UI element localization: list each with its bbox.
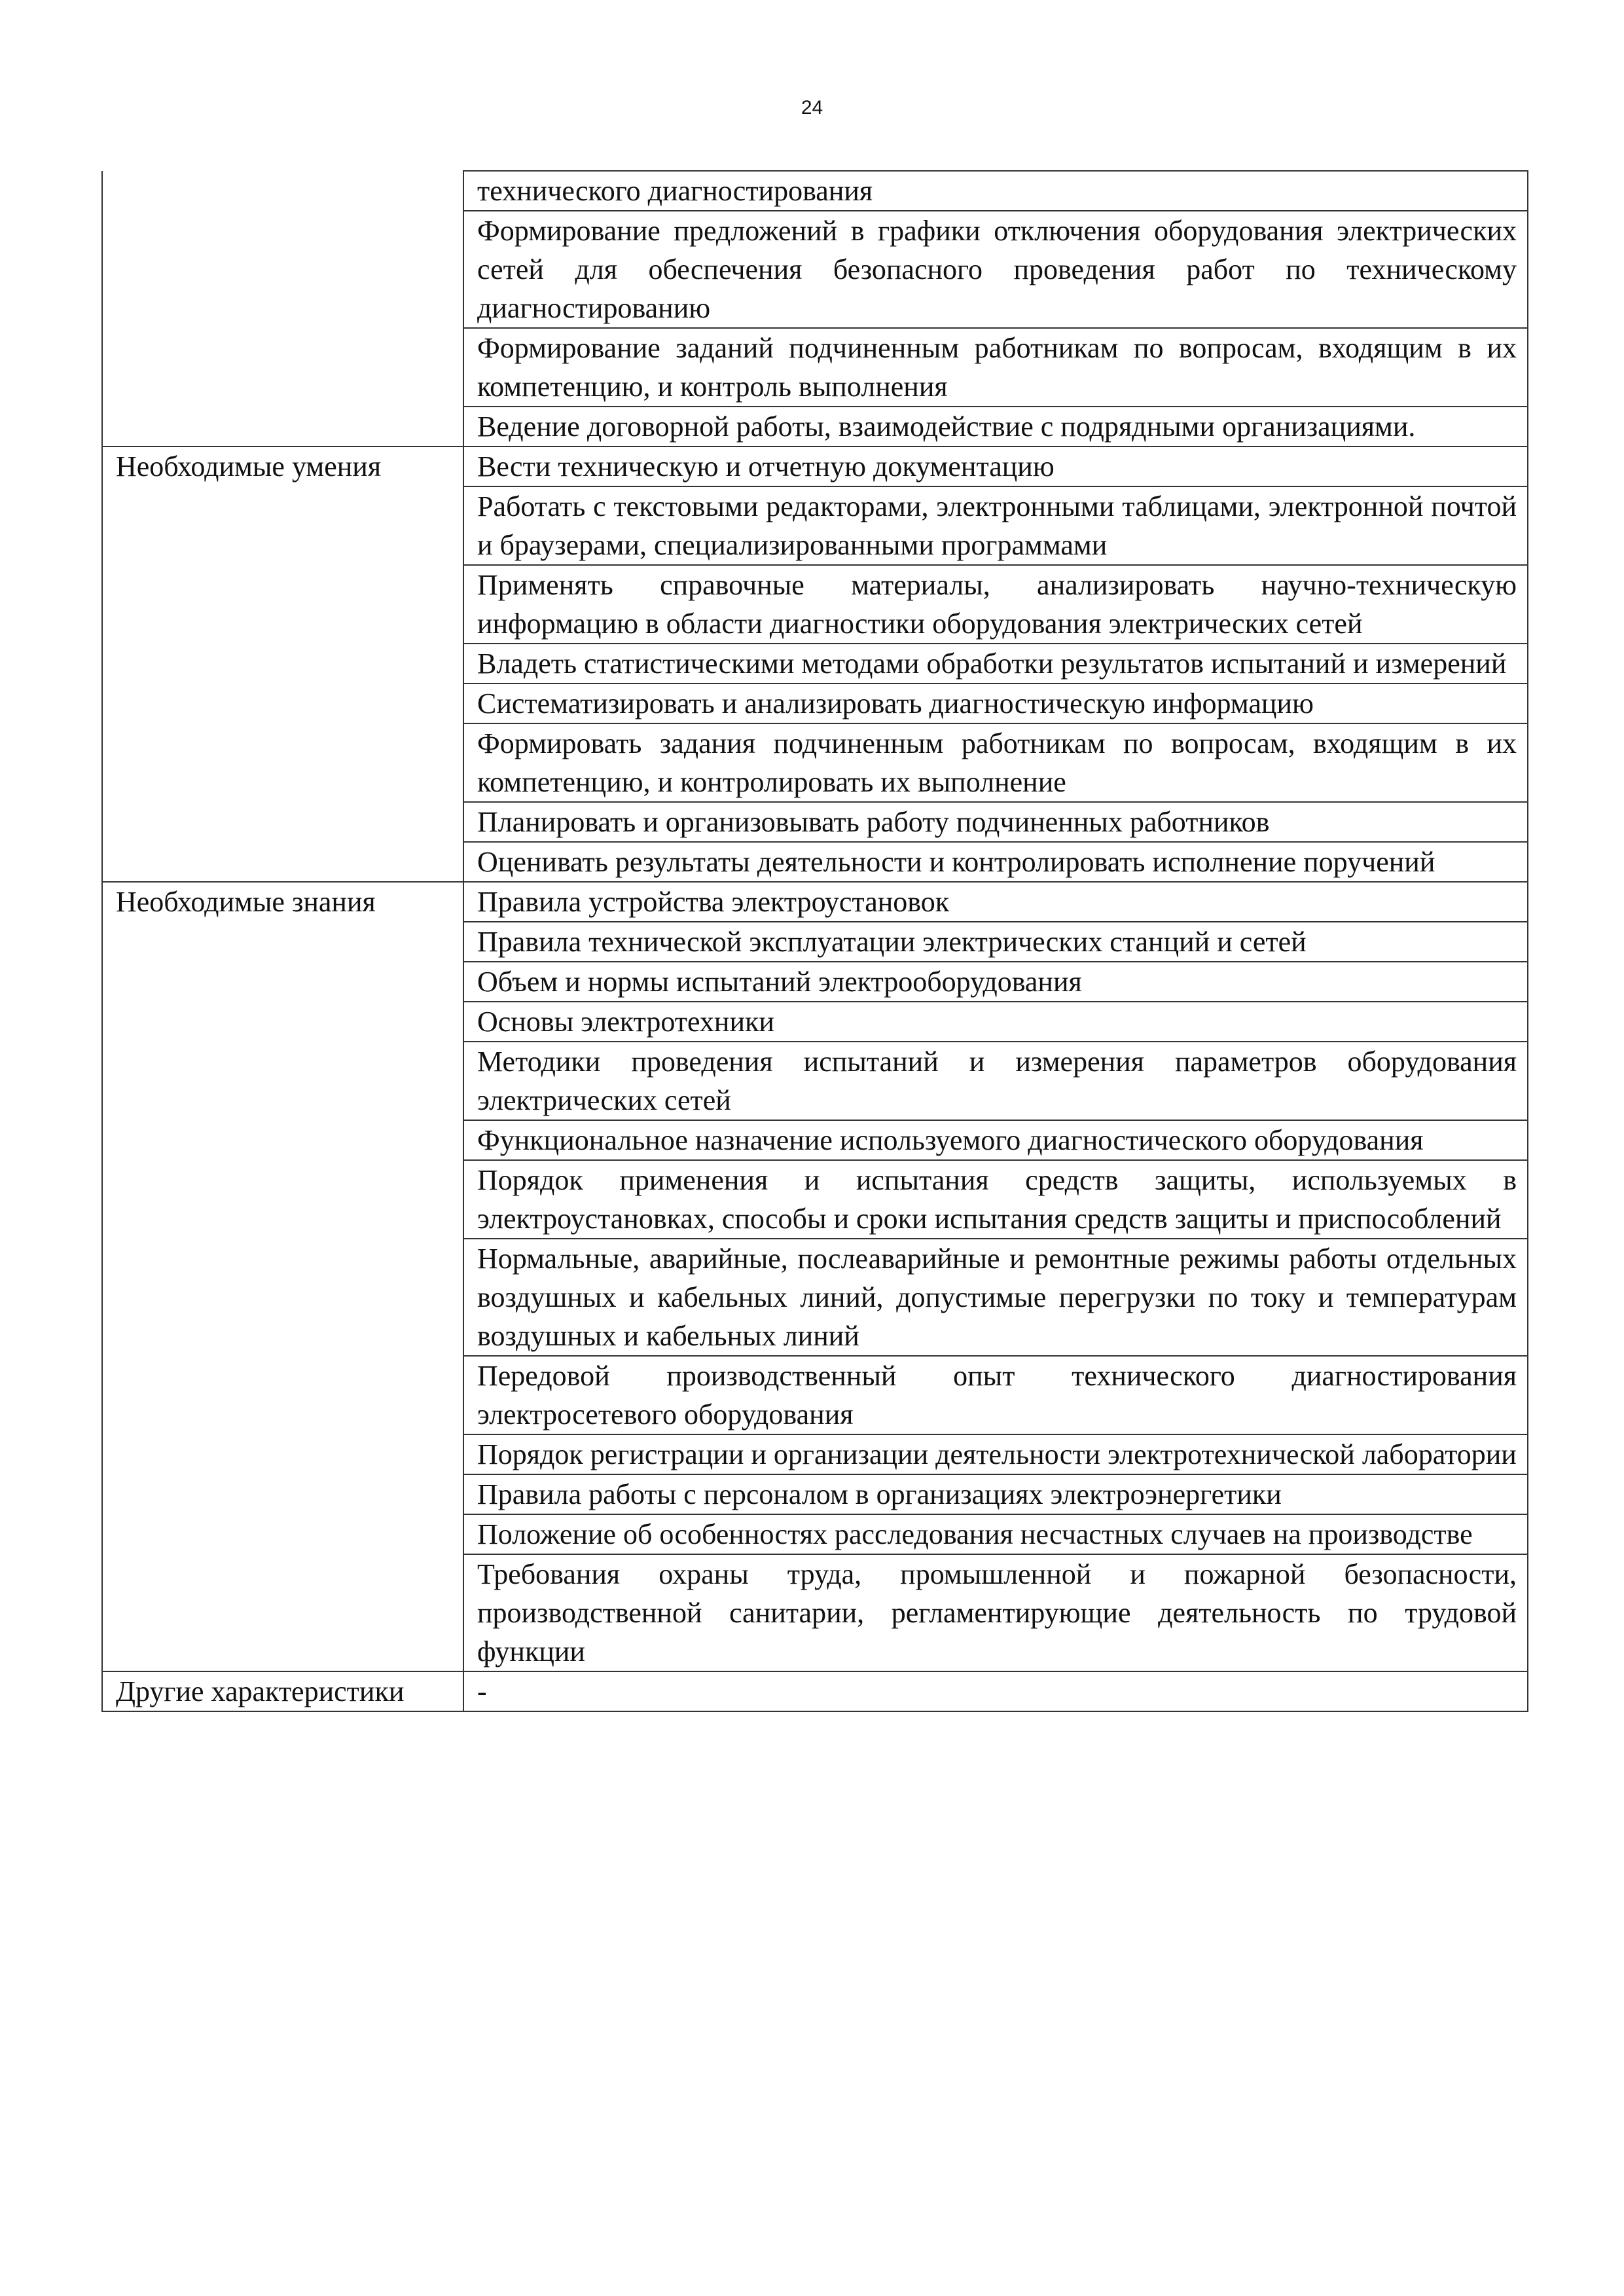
requirement-item: Формировать задания подчиненным работникам по вопросам, входящим в их компетенцию, и контролировать их выполнение — [463, 723, 1528, 802]
requirement-item: Правила устройства электроустановок — [463, 882, 1528, 922]
requirement-item: Положение об особенностях расследования несчастных случаев на производстве — [463, 1514, 1528, 1554]
requirement-item: Систематизировать и анализировать диагностическую информацию — [463, 683, 1528, 723]
requirement-item: Функциональное назначение используемого диагностического оборудования — [463, 1120, 1528, 1160]
section-label: Другие характеристики — [102, 1671, 463, 1711]
requirement-item: Порядок применения и испытания средств защиты, используемых в электроустановках, способы и сроки испытания средств защиты и приспособлений — [463, 1160, 1528, 1239]
requirement-item: Работать с текстовыми редакторами, электронными таблицами, электронной почтой и браузерами, специализированными программами — [463, 486, 1528, 565]
requirement-item: Планировать и организовывать работу подчиненных работников — [463, 802, 1528, 842]
table-row — [102, 171, 1528, 211]
requirement-item: Методики проведения испытаний и измерения параметров оборудования электрических сетей — [463, 1042, 1528, 1120]
table-row — [102, 446, 1528, 486]
requirement-item: Объем и нормы испытаний электрооборудования — [463, 962, 1528, 1002]
requirement-item: Правила работы с персоналом в организациях электроэнергетики — [463, 1474, 1528, 1514]
requirement-item: - — [463, 1671, 1528, 1711]
section-label: Необходимые знания — [102, 882, 463, 1671]
requirement-item: технического диагностирования — [463, 171, 1528, 211]
requirement-item: Формирование предложений в графики отключения оборудования электрических сетей для обеспечения безопасного проведения работ по техническому диагностированию — [463, 211, 1528, 328]
page-number: 24 — [801, 97, 823, 118]
requirement-item: Формирование заданий подчиненным работникам по вопросам, входящим в их компетенцию, и контроль выполнения — [463, 328, 1528, 407]
requirement-item: Оценивать результаты деятельности и контролировать исполнение поручений — [463, 842, 1528, 882]
requirement-item: Передовой производственный опыт технического диагностирования электросетевого оборудования — [463, 1356, 1528, 1434]
requirements-table — [101, 170, 1528, 1712]
requirement-item: Владеть статистическими методами обработки результатов испытаний и измерений — [463, 644, 1528, 683]
requirement-item: Ведение договорной работы, взаимодействие с подрядными организациями. — [463, 407, 1528, 446]
requirement-item: Правила технической эксплуатации электрических станций и сетей — [463, 922, 1528, 962]
requirement-item: Применять справочные материалы, анализировать научно-техническую информацию в области диагностики оборудования электрических сетей — [463, 565, 1528, 644]
section-label: Необходимые умения — [102, 446, 463, 882]
table-row — [102, 882, 1528, 922]
requirement-item: Порядок регистрации и организации деятельности электротехнической лаборатории — [463, 1434, 1528, 1474]
requirement-item: Требования охраны труда, промышленной и пожарной безопасности, производственной санитарии, регламентирующие деятельность по трудовой функции — [463, 1554, 1528, 1671]
table-row — [102, 1671, 1528, 1711]
requirement-item: Основы электротехники — [463, 1002, 1528, 1042]
section-label — [102, 171, 463, 446]
requirement-item: Нормальные, аварийные, послеаварийные и ремонтные режимы работы отдельных воздушных и кабельных линий, допустимые перегрузки по току и температурам воздушных и кабельных линий — [463, 1239, 1528, 1356]
requirement-item: Вести техническую и отчетную документацию — [463, 446, 1528, 486]
